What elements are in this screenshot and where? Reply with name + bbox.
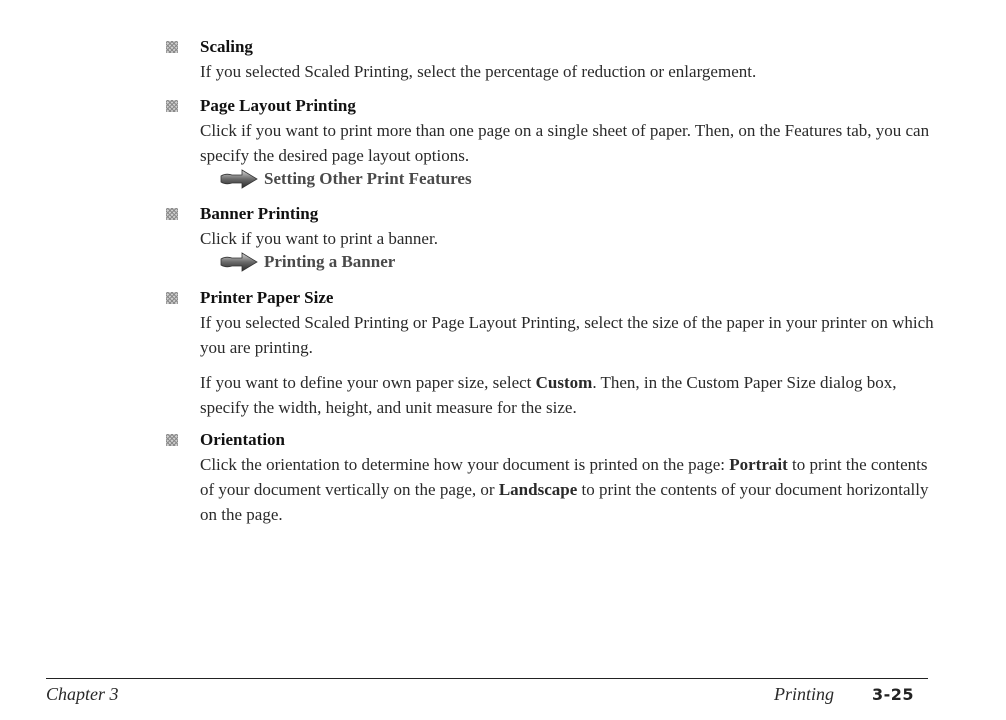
text-run: Click the orientation to determine how your document is printed on the page: xyxy=(200,455,730,474)
crossref-link[interactable] xyxy=(220,168,472,190)
bullet-icon xyxy=(166,208,178,220)
section-heading: Scaling xyxy=(200,37,253,56)
section-body: Click if you want to print a banner. xyxy=(200,229,438,248)
text-run: to print the contents of your document vertically on the page, or xyxy=(200,455,928,499)
section-body: If you selected Scaled Printing or Page Layout Printing, select the size of the paper in your printer on which you are printing. xyxy=(200,313,934,357)
section-heading: Banner Printing xyxy=(200,204,319,223)
bullet-icon xyxy=(166,434,178,446)
text-run: If you want to define your own paper size, select xyxy=(200,373,536,392)
right-arrow-icon xyxy=(220,251,258,273)
section-body: If you selected Scaled Printing, select the percentage of reduction or enlargement. xyxy=(200,62,757,81)
footer-chapter: Chapter 3 xyxy=(46,684,119,704)
crossref-text: Printing a Banner xyxy=(264,252,396,271)
crossref-link[interactable] xyxy=(220,251,395,273)
text-run: to print the contents of your document horizontally on the page. xyxy=(200,480,929,524)
bullet-icon xyxy=(166,100,178,112)
section-body xyxy=(200,452,936,527)
bullet-icon xyxy=(166,292,178,304)
section-body: Click if you want to print more than one page on a single sheet of paper. Then, on the Features tab, you can specify the desired page layout options. xyxy=(200,121,930,165)
right-arrow-icon xyxy=(220,168,258,190)
bold-term-landscape: Landscape xyxy=(498,480,578,499)
bold-term-custom: Custom xyxy=(535,373,593,392)
page-number: 3-25 xyxy=(872,685,915,704)
section-heading: Orientation xyxy=(200,430,285,449)
section-body-paragraph xyxy=(200,370,936,420)
crossref-text: Setting Other Print Features xyxy=(264,169,472,188)
bold-term-portrait: Portrait xyxy=(729,455,788,474)
footer-divider xyxy=(46,678,928,679)
section-heading: Page Layout Printing xyxy=(200,96,356,115)
section-heading: Printer Paper Size xyxy=(200,288,334,307)
bullet-icon xyxy=(166,41,178,53)
text-run: . Then, in the Custom Paper Size dialog box, specify the width, height, and unit measure for the size. xyxy=(200,373,897,417)
footer-section-title: Printing xyxy=(774,684,835,704)
